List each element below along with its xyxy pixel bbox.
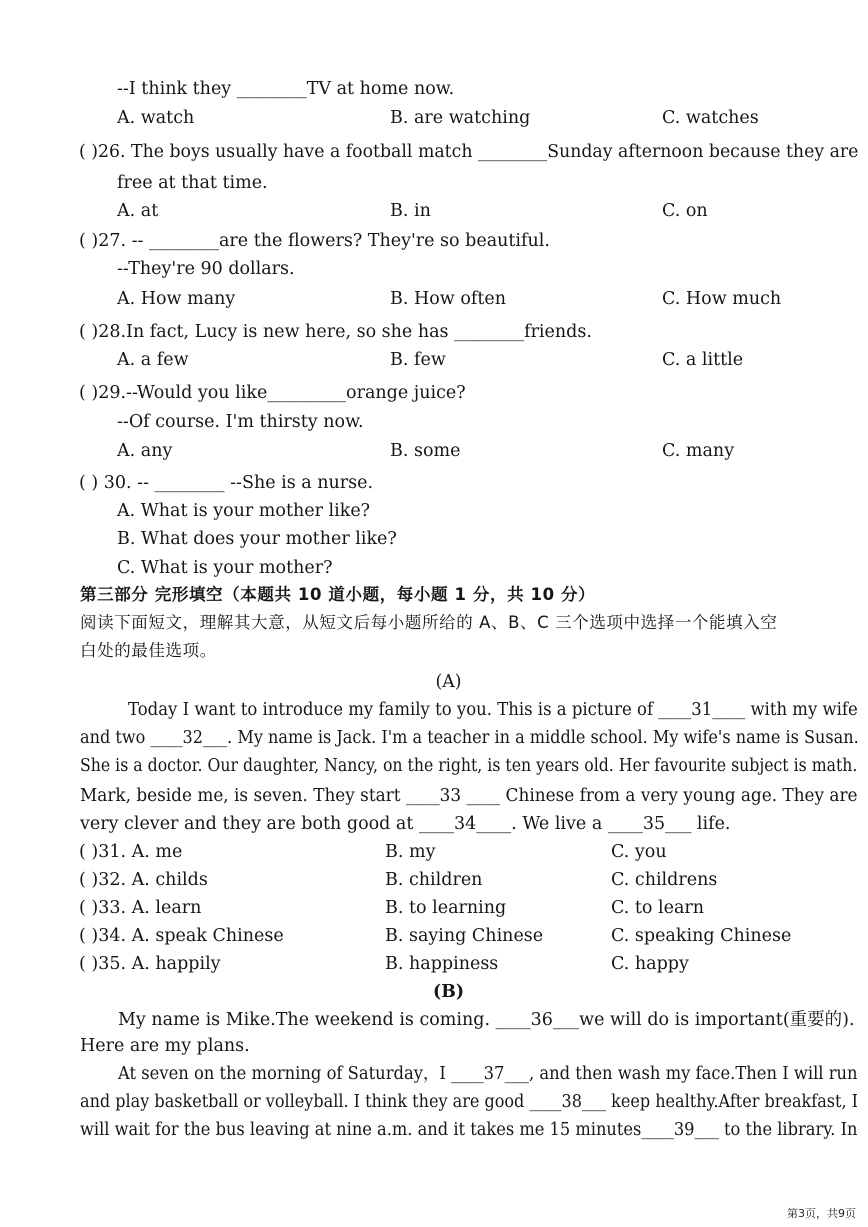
q31-option-a: ( )31. A. me (79, 842, 183, 862)
q34-option-a: ( )34. A. speak Chinese (79, 926, 284, 946)
q35-option-c: C. happy (611, 954, 689, 974)
passage-b-line: At seven on the morning of Saturday，I ____37___, and then wash my face.Then I will run (118, 1064, 858, 1084)
q26-stem: ( )26. The boys usually have a football match ________Sunday afternoon because they are (79, 142, 859, 162)
passage-b-line: My name is Mike.The weekend is coming. ____36___we will do is important(重要的). (118, 1010, 855, 1030)
q34-option-c: C. speaking Chinese (611, 926, 792, 946)
q28-option-a: A. a few (117, 350, 189, 370)
passage-a-line: and two ____32___. My name is Jack. I'm a teacher in a middle school. My wife's name is Susan. (80, 728, 859, 748)
q33-option-a: ( )33. A. learn (79, 898, 202, 918)
q29-reply: --Of course. I'm thirsty now. (117, 412, 364, 432)
q31-option-b: B. my (385, 842, 436, 862)
part3-instruction-1: 阅读下面短文，理解其大意，从短文后每小题所给的 A、B、C 三个选项中选择一个能填入空 (80, 613, 778, 632)
q30-option-b: B. What does your mother like? (117, 529, 397, 549)
q30-option-a: A. What is your mother like? (117, 501, 371, 521)
q27-reply: --They're 90 dollars. (117, 259, 295, 279)
passage-a-line: Today I want to introduce my family to you. This is a picture of ____31____ with my wife (128, 700, 858, 720)
q25-option-c: C. watches (662, 108, 759, 128)
passage-b-label: (B) (433, 982, 465, 1002)
q35-option-a: ( )35. A. happily (79, 954, 221, 974)
q25-option-b: B. are watching (390, 108, 531, 128)
q34-option-b: B. saying Chinese (385, 926, 544, 946)
page-number: 第3页，共9页 (787, 1207, 856, 1220)
q27-option-c: C. How much (662, 289, 782, 309)
q25-option-a: A. watch (117, 108, 195, 128)
q30-option-c: C. What is your mother? (117, 558, 333, 578)
q28-option-c: C. a little (662, 350, 744, 370)
q28-stem: ( )28.In fact, Lucy is new here, so she has ________friends. (79, 322, 592, 342)
q26-option-b: B. in (390, 201, 431, 221)
q25-answer-line: --I think they ________TV at home now. (117, 79, 455, 99)
q35-option-b: B. happiness (385, 954, 499, 974)
q32-option-a: ( )32. A. childs (79, 870, 208, 890)
part3-instruction-2: 白处的最佳选项。 (80, 641, 217, 660)
q32-option-b: B. children (385, 870, 483, 890)
part3-title: 第三部分 完形填空（本题共 10 道小题，每小题 1 分，共 10 分） (80, 585, 596, 604)
passage-b-line: and play basketball or volleyball. I think they are good ____38___ keep healthy.After breakfast, I (80, 1092, 859, 1112)
q28-option-b: B. few (390, 350, 446, 370)
q27-option-a: A. How many (117, 289, 236, 309)
passage-a-line: She is a doctor. Our daughter, Nancy, on the right, is ten years old. Her favourite subject is math. (80, 756, 858, 776)
q26-option-a: A. at (117, 201, 159, 221)
q33-option-b: B. to learning (385, 898, 507, 918)
q26-option-c: C. on (662, 201, 708, 221)
q30-stem: ( ) 30. -- ________ --She is a nurse. (79, 473, 374, 493)
q31-option-c: C. you (611, 842, 667, 862)
q33-option-c: C. to learn (611, 898, 705, 918)
passage-a-line: Mark, beside me, is seven. They start ____33 ____ Chinese from a very young age. They are (80, 786, 858, 806)
passage-a-label: (A) (435, 672, 462, 692)
passage-b-line: will wait for the bus leaving at nine a.m. and it takes me 15 minutes____39___ to the library. In (80, 1120, 858, 1140)
q29-option-a: A. any (117, 441, 173, 461)
q29-stem: ( )29.--Would you like_________orange juice? (79, 383, 466, 403)
q27-stem: ( )27. -- ________are the flowers? They're so beautiful. (79, 231, 550, 251)
q32-option-c: C. childrens (611, 870, 718, 890)
q29-option-c: C. many (662, 441, 735, 461)
q26-stem-cont: free at that time. (117, 173, 268, 193)
passage-b-line: Here are my plans. (80, 1036, 250, 1056)
passage-a-line: very clever and they are both good at ____34____. We live a ____35___ life. (80, 814, 731, 834)
q27-option-b: B. How often (390, 289, 506, 309)
q29-option-b: B. some (390, 441, 461, 461)
